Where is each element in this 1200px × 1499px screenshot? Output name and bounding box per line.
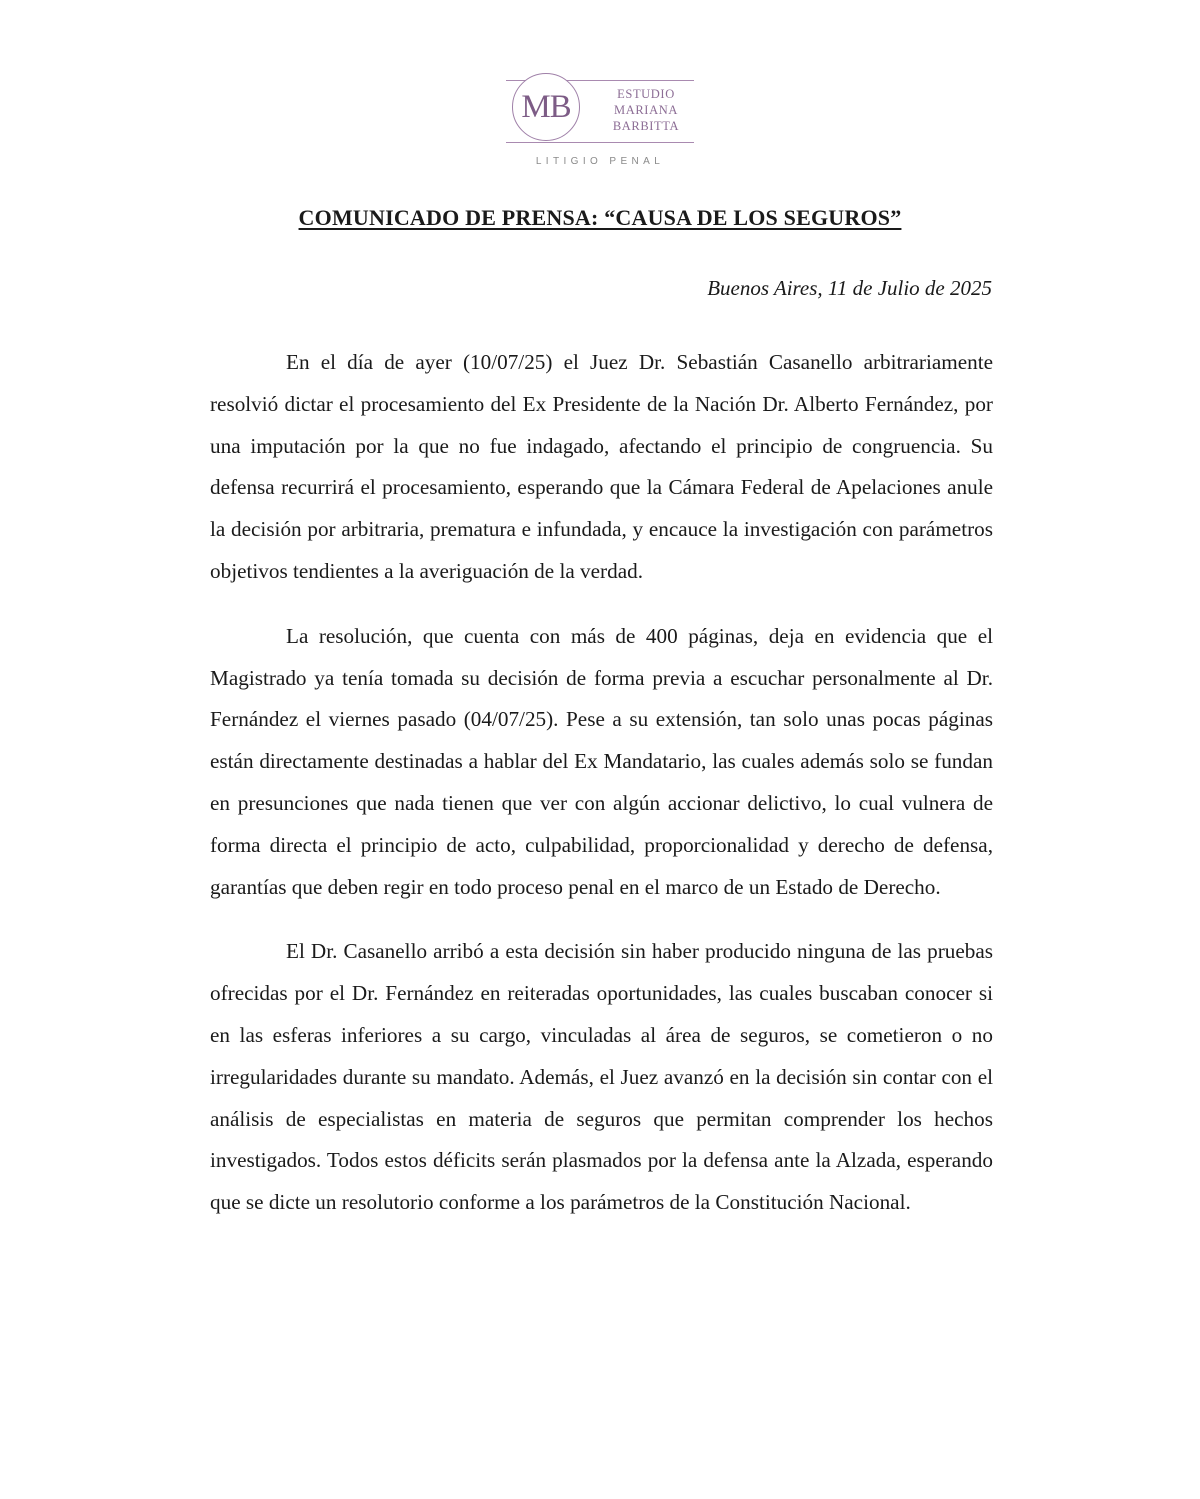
logo-monogram-circle	[512, 73, 580, 141]
body-paragraph-3: El Dr. Casanello arribó a esta decisión sin haber producido ninguna de las pruebas ofrecidas por el Dr. Fernández en reiteradas oportunidades, las cuales buscaban conocer si en las esferas inferiores a su cargo, vinculadas al área de seguros, se cometieron o no irregularidades durante su mandato. Además, el Juez avanzó en la decisión sin contar con el análisis de especialistas en materia de seguros que permitan comprender los hechos investigados. Todos estos déficits serán plasmados por la defensa ante la Alzada, esperando que se dicte un resolutorio conforme a los parámetros de la Constitución Nacional.	[210, 939, 993, 1215]
document-body	[210, 342, 993, 1247]
logo-monogram: MB	[521, 88, 571, 125]
body-paragraph-2: La resolución, que cuenta con más de 400 páginas, deja en evidencia que el Magistrado ya tenía tomada su decisión de forma previa a escuchar personalmente al Dr. Fernández el viernes pasado (04/07/25). Pese a su extensión, tan solo unas pocas páginas están directamente destinadas a hablar del Ex Mandatario, las cuales además solo se fundan en presunciones que nada tienen que ver con algún accionar delictivo, lo cual vulnera de forma directa el principio de acto, culpabilidad, proporcionalidad y derecho de defensa, garantías que deben regir en todo proceso penal en el marco de un Estado de Derecho.	[210, 623, 993, 899]
dateline: Buenos Aires, 11 de Julio de 2025	[707, 276, 992, 300]
logo-name-line-3: BARBITTA	[612, 119, 680, 133]
document-title: COMUNICADO DE PRENSA: “CAUSA DE LOS SEGUROS”	[298, 205, 902, 230]
logo-name-line-2: MARIANA	[614, 103, 678, 117]
firm-logo	[500, 68, 700, 178]
logo-name-line-1: ESTUDIO	[617, 87, 675, 101]
body-paragraph-1: En el día de ayer (10/07/25) el Juez Dr. Sebastián Casanello arbitrariamente resolvió dictar el procesamiento del Ex Presidente de la Nación Dr. Alberto Fernández, por una imputación por la que no fue indagado, afectando el principio de congruencia. Su defensa recurrirá el procesamiento, esperando que la Cámara Federal de Apelaciones anule la decisión por arbitraria, prematura e infundada, y encauce la investigación con parámetros objetivos tendientes a la averiguación de la verdad.	[210, 350, 993, 583]
logo-firm-name	[604, 86, 688, 134]
logo-tagline: LITIGIO PENAL	[535, 156, 665, 167]
logo-bottom-rule	[506, 142, 694, 143]
